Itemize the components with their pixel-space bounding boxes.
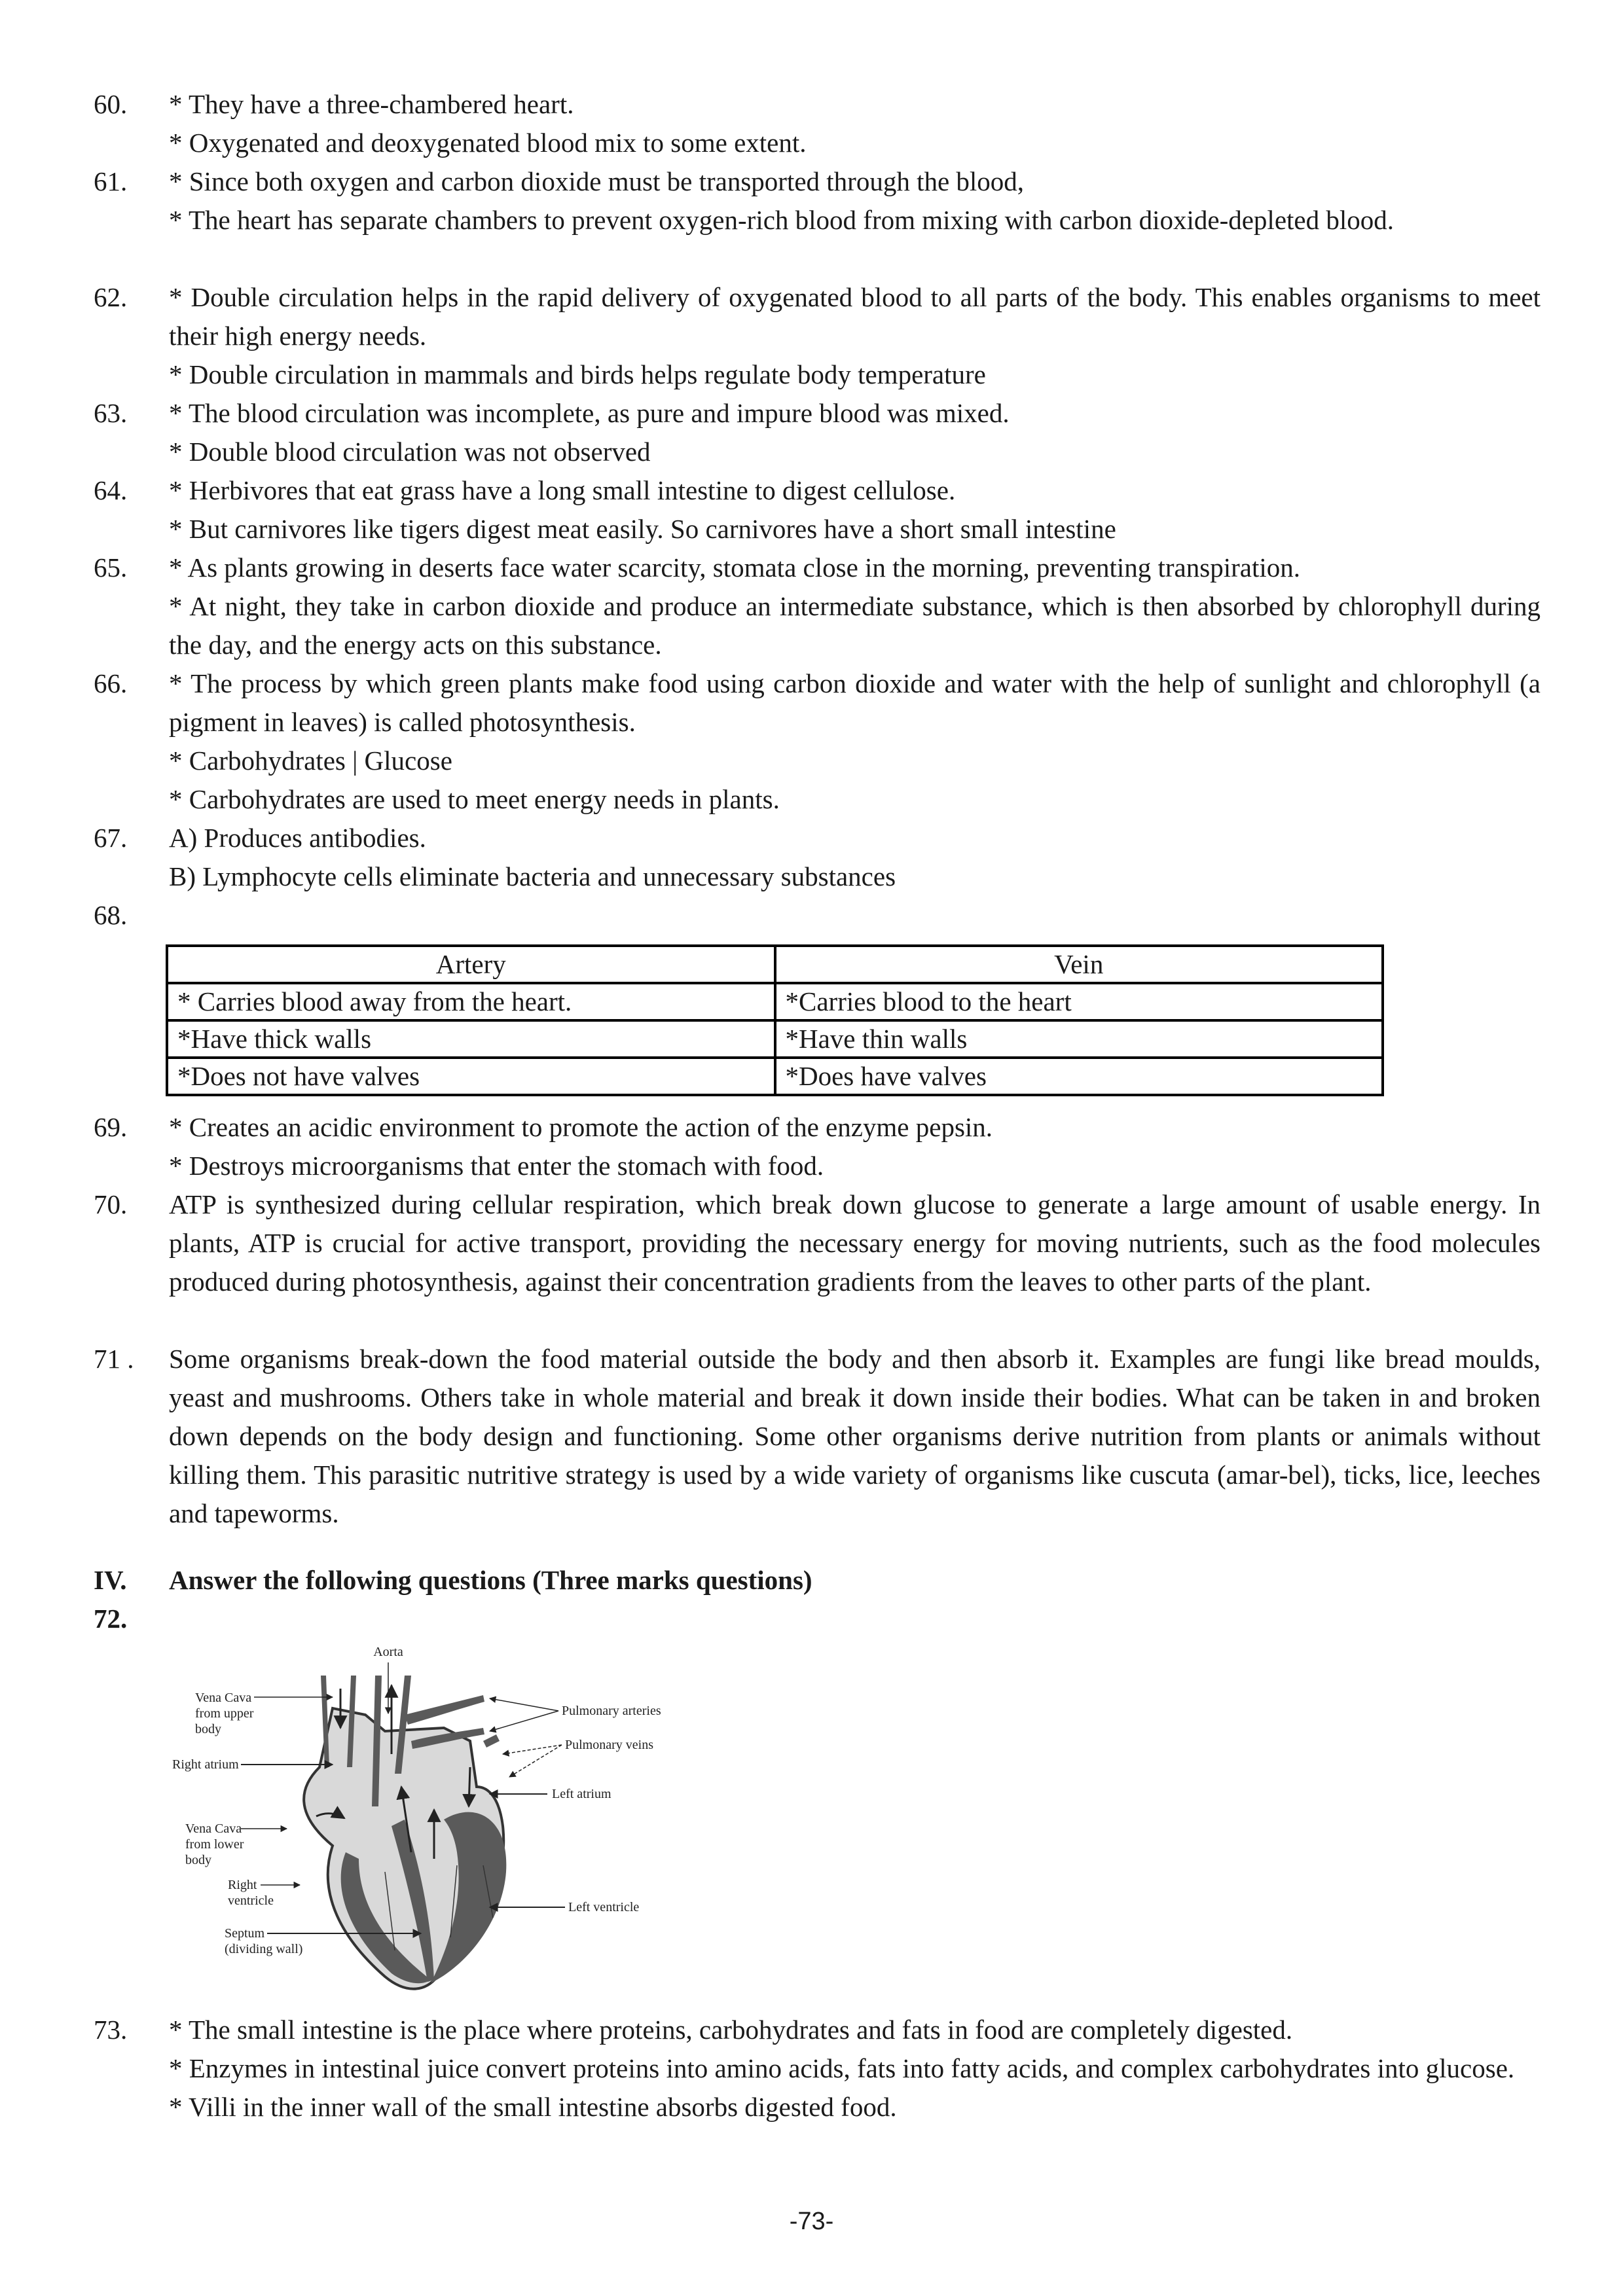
answer-line: * Double circulation helps in the rapid delivery of oxygenated blood to all parts of the body. This enables organisms to meet their high energy needs.: [169, 282, 1541, 351]
answer-line: * Double blood circulation was not observed: [169, 437, 651, 467]
question-number: 65.: [94, 552, 128, 583]
table-row: [167, 983, 1383, 1020]
answer-line: * At night, they take in carbon dioxide and produce an intermediate substance, which is then absorbed by chlorophyll during the day, and the energy acts on this substance.: [169, 591, 1541, 660]
table-row: [167, 1020, 1383, 1058]
pointer-line: [490, 1711, 558, 1731]
section-heading: [94, 1561, 1541, 1600]
answer-line: * The heart has separate chambers to prevent oxygen-rich blood from mixing with carbon dioxide-depleted blood.: [169, 205, 1395, 235]
table-cell: * Carries blood away from the heart.: [167, 983, 775, 1020]
section-numeral: IV.: [94, 1565, 127, 1595]
question-number: 63.: [94, 398, 128, 428]
label-right-atrium: Right atrium: [172, 1757, 239, 1772]
pointer-line: [503, 1745, 562, 1754]
label-septum-2: (dividing wall): [225, 1942, 303, 1956]
answer-line: * Herbivores that eat grass have a long small intestine to digest cellulose.: [169, 475, 956, 505]
answer-line: * Oxygenated and deoxygenated blood mix to some extent.: [169, 128, 807, 158]
label-right-ventricle: Right: [228, 1878, 257, 1892]
answer-line: B) Lymphocyte cells eliminate bacteria and unnecessary substances: [169, 861, 896, 891]
answer-line: * The blood circulation was incomplete, as pure and impure blood was mixed.: [169, 398, 1010, 428]
label-vena-cava-upper-2: from upper: [195, 1706, 254, 1721]
answer-70: [94, 1185, 1541, 1301]
pointer-line: [490, 1698, 558, 1711]
answer-paragraph: Some organisms break-down the food material outside the body and then absorb it. Examples are fungi like bread moulds, yeast and mushrooms. Others take in whole material and break it down inside their bodies. What can be taken in and broken down depends on the body design and functioning. Some other organisms derive nutrition from plants or animals without killing them. This parasitic nutritive strategy is used by a wide variety of organisms like cuscuta (amar-bel), ticks, lice, leeches and tapeworms.: [169, 1344, 1541, 1528]
answer-line: * Since both oxygen and carbon dioxide must be transported through the blood,: [169, 166, 1025, 196]
question-number: 67.: [94, 823, 128, 853]
answer-63: [94, 394, 1541, 471]
table-header: Artery: [167, 946, 775, 983]
answer-73: [94, 2011, 1541, 2126]
section-title: Answer the following questions (Three marks questions): [169, 1565, 812, 1595]
label-aorta: Aorta: [373, 1645, 403, 1659]
answer-64: [94, 471, 1541, 548]
flow-arrow: [469, 1767, 470, 1806]
answer-line: * Double circulation in mammals and birds helps regulate body temperature: [169, 359, 986, 389]
answer-line: * Carbohydrates are used to meet energy needs in plants.: [169, 784, 780, 814]
question-number: 69.: [94, 1112, 128, 1142]
answer-line: * Creates an acidic environment to promote the action of the enzyme pepsin.: [169, 1112, 993, 1142]
label-left-atrium: Left atrium: [552, 1787, 611, 1801]
answer-line: A) Produces antibodies.: [169, 823, 426, 853]
answer-60: [94, 85, 1541, 162]
table-row: [167, 1058, 1383, 1095]
label-left-ventricle: Left ventricle: [568, 1900, 640, 1914]
question-number: 72.: [94, 1604, 128, 1634]
answer-line: * Destroys microorganisms that enter the stomach with food.: [169, 1151, 824, 1181]
label-vena-cava-lower-2: from lower: [185, 1837, 244, 1852]
answer-69: [94, 1108, 1541, 1185]
table-cell: *Does have valves: [775, 1058, 1383, 1095]
answer-66: [94, 664, 1541, 819]
table-cell: *Does not have valves: [167, 1058, 775, 1095]
artery-vein-table: [166, 944, 1384, 1096]
table-header-row: [167, 946, 1383, 983]
question-number: 73.: [94, 2015, 128, 2045]
answer-line: * But carnivores like tigers digest meat easily. So carnivores have a short small intestine: [169, 514, 1116, 544]
answer-line: * As plants growing in deserts face water scarcity, stomata close in the morning, preventing transpiration.: [169, 552, 1300, 583]
label-pulmonary-veins: Pulmonary veins: [565, 1738, 653, 1752]
answer-paragraph: ATP is synthesized during cellular respiration, which break down glucose to generate a large amount of usable energy. In plants, ATP is crucial for active transport, providing the necessary energy for moving nutrients, such as the food molecules produced during photosynthesis, against their concentration gradients from the leaves to other parts of the plant.: [169, 1189, 1541, 1297]
question-number: 71 .: [94, 1344, 134, 1374]
answer-line: * The small intestine is the place where proteins, carbohydrates and fats in food are completely digested.: [169, 2015, 1293, 2045]
question-number: 60.: [94, 89, 128, 119]
label-vena-cava-upper: Vena Cava: [195, 1691, 252, 1705]
answer-line: * They have a three-chambered heart.: [169, 89, 574, 119]
page-number: -73-: [789, 2208, 834, 2235]
pulmonary-artery: [405, 1695, 484, 1725]
answer-line: * The process by which green plants make food using carbon dioxide and water with the help of sunlight and chlorophyll (a pigment in leaves) is called photosynthesis.: [169, 668, 1541, 737]
label-septum: Septum: [225, 1926, 265, 1941]
heart-diagram: [169, 1636, 706, 2003]
question-number: 70.: [94, 1189, 128, 1219]
label-right-ventricle-2: ventricle: [228, 1893, 274, 1908]
question-number: 66.: [94, 668, 128, 698]
answer-line: * Carbohydrates | Glucose: [169, 745, 452, 776]
question-number: 68.: [94, 900, 128, 930]
pointer-line: [509, 1745, 562, 1777]
answer-62: [94, 278, 1541, 394]
label-vena-cava-lower: Vena Cava: [185, 1821, 242, 1836]
answer-65: [94, 548, 1541, 664]
label-pulmonary-arteries: Pulmonary arteries: [562, 1704, 661, 1718]
question-number: 61.: [94, 166, 128, 196]
question-number: 62.: [94, 282, 128, 312]
answer-61: [94, 162, 1541, 240]
label-vena-cava-upper-3: body: [195, 1722, 221, 1736]
table-header: Vein: [775, 946, 1383, 983]
pulmonary-vein: [483, 1734, 500, 1748]
answer-line: * Villi in the inner wall of the small intestine absorbs digested food.: [169, 2092, 897, 2122]
answer-71: [94, 1340, 1541, 1533]
answer-line: * Enzymes in intestinal juice convert proteins into amino acids, fats into fatty acids, and complex carbohydrates into glucose.: [169, 2053, 1515, 2083]
label-vena-cava-lower-3: body: [185, 1853, 211, 1867]
table-cell: *Have thick walls: [167, 1020, 775, 1058]
question-number: 64.: [94, 475, 128, 505]
table-cell: *Carries blood to the heart: [775, 983, 1383, 1020]
table-cell: *Have thin walls: [775, 1020, 1383, 1058]
answer-67: [94, 819, 1541, 896]
